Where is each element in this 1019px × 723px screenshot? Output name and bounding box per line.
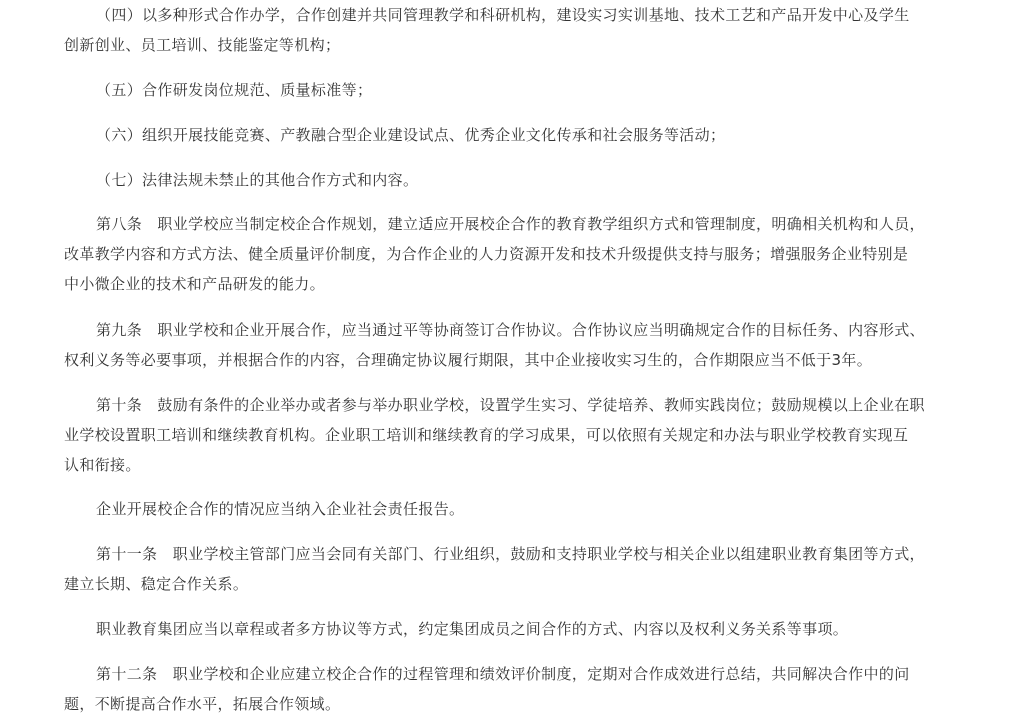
text-line: 改革教学内容和方式方法、健全质量评价制度，为合作企业的人力资源开发和技术升级提供支持与服务；增强服务企业特别是 — [64, 245, 909, 263]
text-line: 第十二条 职业学校和企业应建立校企合作的过程管理和绩效评价制度，定期对合作成效进行总结，共同解决合作中的问 — [96, 665, 910, 683]
text-line: 职业教育集团应当以章程或者多方协议等方式，约定集团成员之间合作的方式、内容以及权利义务关系等事项。 — [96, 620, 849, 638]
text-line: 第八条 职业学校应当制定校企合作规划，建立适应开展校企合作的教育教学组织方式和管理制度，明确相关机构和人员， — [96, 215, 925, 233]
text-line: （六）组织开展技能竞赛、产教融合型企业建设试点、优秀企业文化传承和社会服务等活动； — [96, 126, 726, 144]
text-line: 中小微企业的技术和产品研发的能力。 — [64, 275, 325, 293]
article-10-supplement — [64, 494, 954, 524]
paragraph-5-clause — [64, 75, 954, 105]
text-line: 建立长期、稳定合作关系。 — [64, 575, 249, 593]
text-line: 创新创业、员工培训、技能鉴定等机构； — [64, 36, 341, 54]
article-10 — [64, 390, 954, 480]
paragraph-6-clause — [64, 120, 954, 150]
text-line: 权利义务等必要事项，并根据合作的内容，合理确定协议履行期限，其中企业接收实习生的，合作期限应当不低于3年。 — [64, 351, 873, 369]
text-line: （四）以多种形式合作办学，合作创建并共同管理教学和科研机构，建设实习实训基地、技术工艺和产品开发中心及学生 — [96, 6, 910, 24]
text-line: 第十条 鼓励有条件的企业举办或者参与举办职业学校，设置学生实习、学徒培养、教师实践岗位；鼓励规模以上企业在职 — [96, 396, 925, 414]
article-8 — [64, 209, 954, 299]
text-line: 认和衔接。 — [64, 456, 141, 474]
article-11 — [64, 539, 954, 599]
paragraph-4-clause — [64, 0, 954, 60]
text-line: 第九条 职业学校和企业开展合作，应当通过平等协商签订合作协议。合作协议应当明确规定合作的目标任务、内容形式、 — [96, 321, 925, 339]
article-9 — [64, 315, 954, 375]
text-line: 企业开展校企合作的情况应当纳入企业社会责任报告。 — [96, 500, 465, 518]
text-line: 第十一条 职业学校主管部门应当会同有关部门、行业组织，鼓励和支持职业学校与相关企业以组建职业教育集团等方式， — [96, 545, 925, 563]
paragraph-7-clause — [64, 165, 954, 195]
article-11-supplement — [64, 614, 954, 644]
article-12 — [64, 659, 954, 719]
text-line: 业学校设置职工培训和继续教育机构。企业职工培训和继续教育的学习成果，可以依照有关规定和办法与职业学校教育实现互 — [64, 426, 909, 444]
text-line: 题，不断提高合作水平，拓展合作领域。 — [64, 695, 341, 713]
text-line: （七）法律法规未禁止的其他合作方式和内容。 — [96, 171, 419, 189]
text-line: （五）合作研发岗位规范、质量标准等； — [96, 81, 373, 99]
